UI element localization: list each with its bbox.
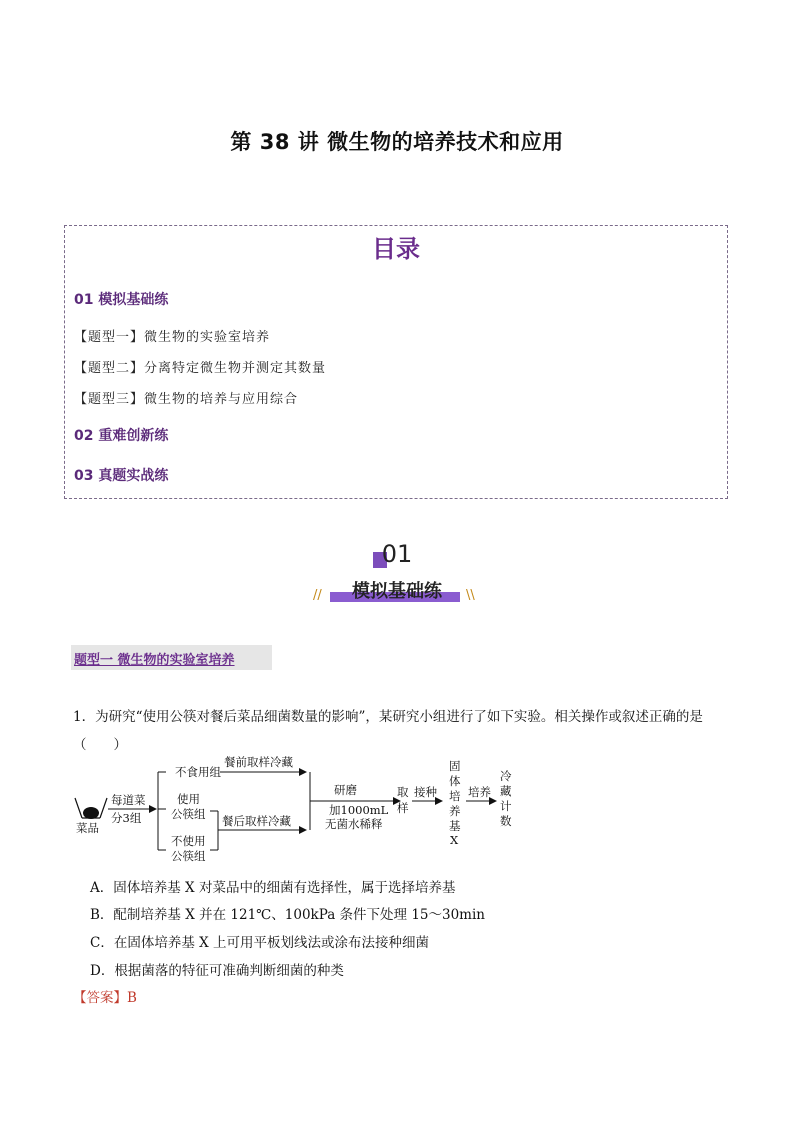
group-2-label-line2: 公筷组: [171, 807, 206, 821]
toc-section-02[interactable]: 02 重难创新练: [74, 428, 169, 444]
option-a[interactable]: A．固体培养基 X 对菜品中的细菌有选择性，属于选择培养基: [90, 880, 456, 896]
medium-char-4: 养: [449, 804, 461, 818]
count-char-2: 藏: [500, 784, 512, 798]
split-label-2: 分3组: [111, 811, 142, 825]
dish-label: 菜品: [76, 821, 99, 835]
sample-label-1: 取: [397, 785, 409, 799]
question-text: 1．为研究“使用公筷对餐后菜品细菌数量的影响”，某研究小组进行了如下实验。相关操作或叙述正确的是（ ）: [73, 709, 703, 753]
medium-char-5: 基: [449, 819, 461, 833]
experiment-diagram: [70, 756, 530, 868]
toc-section-01[interactable]: 01 模拟基础练: [74, 292, 169, 308]
count-char-4: 数: [500, 814, 512, 828]
dilute-label-1: 加1000mL: [329, 803, 389, 817]
option-d[interactable]: D．根据菌落的特征可准确判断细菌的种类: [90, 963, 344, 979]
toc-subitem-3[interactable]: 【题型三】微生物的培养与应用综合: [74, 392, 299, 407]
group-2-label-line1: 使用: [177, 792, 200, 806]
after-meal-label: 餐后取样冷藏: [222, 814, 291, 828]
option-c[interactable]: C．在固体培养基 X 上可用平板划线法或涂布法接种细菌: [90, 935, 430, 951]
medium-char-2: 体: [449, 774, 461, 788]
dish-right-edge: [100, 798, 107, 818]
count-char-1: 冷: [500, 769, 512, 783]
toc-subitem-2[interactable]: 【题型二】分离特定微生物并测定其数量: [74, 361, 327, 376]
section-slash-right: \\: [466, 588, 475, 603]
answer-label: 【答案】B: [73, 990, 137, 1006]
toc-subitem-1[interactable]: 【题型一】微生物的实验室培养: [74, 330, 271, 345]
toc-section-03[interactable]: 03 真题实战练: [74, 468, 169, 484]
medium-char-6: X: [450, 833, 459, 847]
grind-label: 研磨: [334, 783, 357, 797]
group-3-label-line2: 公筷组: [171, 849, 206, 863]
inoculate-label: 接种: [414, 785, 437, 799]
group-1-label: 不食用组: [175, 765, 221, 779]
culture-label: 培养: [468, 785, 491, 799]
topic-label: 题型一 微生物的实验室培养: [74, 653, 235, 668]
medium-char-3: 培: [449, 789, 461, 803]
option-b[interactable]: B．配制培养基 X 并在 121℃、100kPa 条件下处理 15～30min: [90, 907, 485, 923]
sample-label-2: 样: [397, 801, 409, 815]
section-title: 模拟基础练: [352, 581, 442, 602]
medium-char-1: 固: [449, 759, 461, 773]
document-title: 第 38 讲 微生物的培养技术和应用: [230, 130, 564, 154]
before-meal-label: 餐前取样冷藏: [224, 756, 293, 769]
split-label-1: 每道菜: [111, 793, 146, 807]
section-slash-left: //: [313, 588, 322, 603]
count-char-3: 计: [500, 799, 512, 813]
group-3-label-line1: 不使用: [171, 834, 206, 848]
section-number: 01: [381, 540, 413, 568]
dilute-label-2: 无菌水稀释: [325, 817, 383, 831]
dish-left-edge: [75, 798, 82, 818]
food-icon: [83, 807, 99, 819]
toc-heading: 目录: [372, 235, 420, 263]
